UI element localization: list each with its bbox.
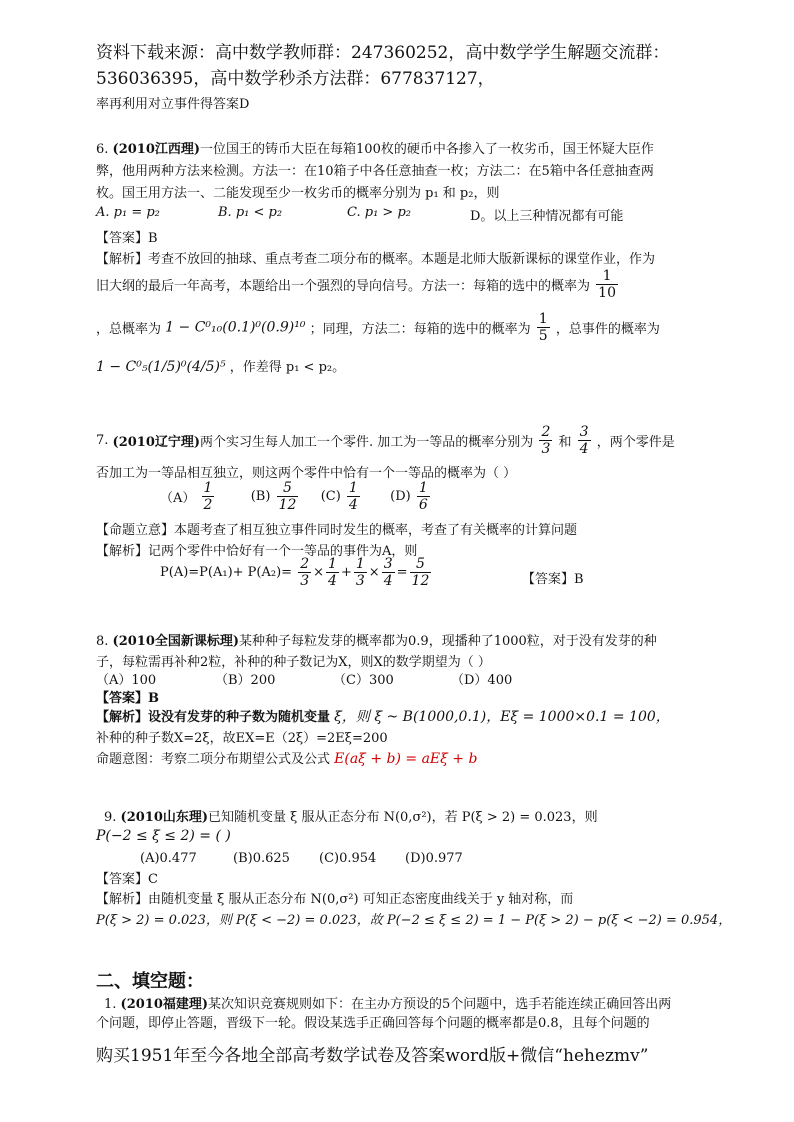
q8-text-1: 某种种子每粒发芽的概率都为0.9，现播种了1000粒，对于没有发芽的种 [239,634,657,649]
q7-fraction-3-4: $\frac{3}{4}$ [579,424,589,457]
q9-text-1: 已知随机变量 ξ 服从正态分布 N(0,σ²)，若 P(ξ > 2) = 0.023，则 [208,810,598,825]
q6-line-1 [96,138,654,157]
q7-option-d-label: (D) [390,489,411,504]
q6-explanation-2 [96,268,620,301]
section-2-title: 二、填空题： [96,971,204,992]
q9-line-1 [104,806,598,825]
q8-line-1 [96,630,657,649]
q7-formula-result: $\frac{5}{12}$ [411,556,430,589]
q9-option-d: (D)0.977 [405,851,463,866]
q6-explanation-4 [96,356,345,375]
q7-explanation: 【解析】记两个零件中恰好有一个一等品的事件为A，则 [96,544,418,559]
previous-question-tail: 率再利用对立事件得答案D [96,97,250,112]
q6-number: 6. [96,142,109,157]
q8-expl1-formula: ξ，则 ξ ~ B(1000,0.1)，Eξ = 1000×0.1 = 100， [334,709,670,725]
q6-option-d: D。以上三种情况都有可能 [470,209,624,224]
q7-formula-lhs: P(A)=P(A₁)+ P(A₂)= [160,565,293,580]
section-2-q1-text-1: 某次知识竞赛规则如下：在主办方预设的5个问题中，选手若能连续正确回答出两 [208,997,672,1012]
q8-option-c: （C）300 [333,673,394,688]
q8-line-2: 子，每粒需再补种2粒，补种的种子数记为X，则X的数学期望为（ ） [96,655,491,670]
footer-ad: 购买1951年至今各地全部高考数学试卷及答案word版+微信“hehezmv” [96,1046,649,1066]
q6-expl3-prefix: ，总概率为 [96,322,162,337]
q7-and: 和 [558,435,572,450]
q9-option-a: (A)0.477 [140,851,197,866]
q8-explanation-3 [96,748,477,767]
q6-option-a: A. p₁ = p₂ [96,205,160,220]
q8-option-a: （A）100 [96,673,157,688]
q9-answer: 【答案】C [96,872,158,887]
q9-number: 9. [104,810,117,825]
q9-source-tag: (2010山东理) [120,810,209,825]
q6-conclusion: ，作差得 p₁ < p₂。 [229,360,346,375]
q7-formula-frac-4: $\frac{3}{4}$ [383,556,393,589]
q7-source-tag: (2010辽宁理) [112,435,201,450]
q6-line-3: 枚。国王用方法一、二能发现至少一枚劣币的概率分别为 p₁ 和 p₂，则 [96,186,500,201]
header-line-1: 资料下载来源：高中数学教师群：247360252，高中数学学生解题交流群： [96,43,670,63]
q7-text-1: 两个实习生每人加工一个零件. 加工为一等品的概率分别为 [200,435,534,450]
q7-option-b-value: $\frac{5}{12}$ [278,480,297,513]
q9-explanation-1: 【解析】由随机变量 ξ 服从正态分布 N(0,σ²) 可知正态密度曲线关于 y 轴对称，而 [96,892,574,907]
q7-number: 7. [96,433,109,448]
q7-option-b-label: (B) [250,489,271,504]
q8-answer: 【答案】B [96,691,159,706]
section-2-q1-number: 1. [104,997,117,1012]
section-2-q1-source-tag: (2010福建理) [120,997,209,1012]
section-2-q1-line-1 [104,993,671,1012]
q8-number: 8. [96,634,109,649]
q8-option-b: （B）200 [215,673,276,688]
q7-formula-frac-1: $\frac{2}{3}$ [300,556,310,589]
header-line-2: 536036395，高中数学秒杀方法群：677837127， [96,69,495,89]
q7-line-1 [96,424,675,457]
q7-option-c-value: $\frac{1}{4}$ [348,480,358,513]
q9-option-c: (C)0.954 [319,851,377,866]
q6-expl3-suffix: ，总事件的概率为 [555,322,660,337]
q6-line-2: 弊，他用两种方法来检测。方法一：在10箱子中各任意抽查一枚；方法二：在5箱中各任意抽查两 [96,164,654,179]
q6-source-tag: (2010江西理) [112,142,201,157]
q6-explanation-3 [96,311,660,344]
q8-explanation-1 [96,706,670,726]
q6-expl3-middle: ；同理，方法二：每箱的选中的概率为 [309,322,531,337]
q9-line-2: P(−2 ≤ ξ ≤ 2) = ( ) [96,828,231,844]
q7-fraction-2-3: $\frac{2}{3}$ [541,424,551,457]
q7-formula-frac-2: $\frac{1}{4}$ [328,556,337,589]
q8-source-tag: (2010全国新课标理) [112,634,240,649]
q9-explanation-2: P(ξ > 2) = 0.023，则 P(ξ < −2) = 0.023，故 P(−2 ≤ ξ ≤ 2) = 1 − P(ξ > 2) − p(ξ < −2) = 0.954， [96,913,732,928]
q8-expl3-text: 命题意图：考察二项分布期望公式及公式 [96,752,331,767]
q7-option-a-label: （A） [160,491,196,506]
q8-explanation-2: 补种的种子数X=2ξ，故EX=E（2ξ）=2Eξ=200 [96,731,388,746]
q7-formula-frac-3: $\frac{1}{3}$ [355,556,365,589]
q8-expectation-formula: E(aξ + b) = aEξ + b [334,751,478,767]
q6-option-c: C. p₁ > p₂ [347,205,411,220]
q8-option-d: （D）400 [451,673,513,688]
q7-text-2: ，两个零件是 [596,435,675,450]
q6-formula-method-1: 1 − C⁰₁₀(0.1)⁰(0.9)¹⁰ [165,319,306,336]
section-2-q1-line-2: 个问题，即停止答题，晋级下一轮。假设某选手正确回答每个问题的概率都是0.8，且每个问题的 [96,1016,650,1031]
q6-option-b: B. p₁ < p₂ [218,205,283,220]
q7-answer: 【答案】B [522,572,584,587]
q7-line-2: 否加工为一等品相互独立，则这两个零件中恰有一个一等品的概率为（ ） [96,466,517,481]
q8-expl1-text: 【解析】设没有发芽的种子数为随机变量 [96,710,331,725]
q7-options [160,480,432,513]
q6-fraction-1-5: $\frac{1}{5}$ [538,311,548,344]
q7-option-a-value: $\frac{1}{2}$ [203,480,213,513]
q6-text-1: 一位国王的铸币大臣在每箱100枚的硬币中各掺入了一枚劣币，国王怀疑大臣作 [200,142,654,157]
q7-intent: 【命题立意】本题考查了相互独立事件同时发生的概率，考查了有关概率的计算问题 [96,523,578,538]
q7-formula: P(A)=P(A₁)+ P(A₂)= $\frac{2}{3}$ × $\frac{1}{4}$ + $\frac{1}{3}$ × $\frac{3}{4}$ = $\frac{5}{12}$ [160,556,430,589]
q9-option-b: (B)0.625 [233,851,290,866]
q6-formula-method-2: 1 − C⁰₅(1/5)⁰(4/5)⁵ [96,359,226,375]
q6-fraction-1-10: $\frac{1}{10}$ [598,268,616,301]
q6-answer: 【答案】B [96,231,158,246]
q6-explanation-1: 【解析】考查不放回的抽球、重点考查二项分布的概率。本题是北师大版新课标的课堂作业，作为 [96,252,656,267]
q6-explanation-2-text: 旧大纲的最后一年高考，本题给出一个强烈的导向信号。方法一：每箱的选中的概率为 [96,279,591,294]
q7-option-c-label: (C) [320,489,341,504]
q7-option-d-value: $\frac{1}{6}$ [418,480,428,513]
